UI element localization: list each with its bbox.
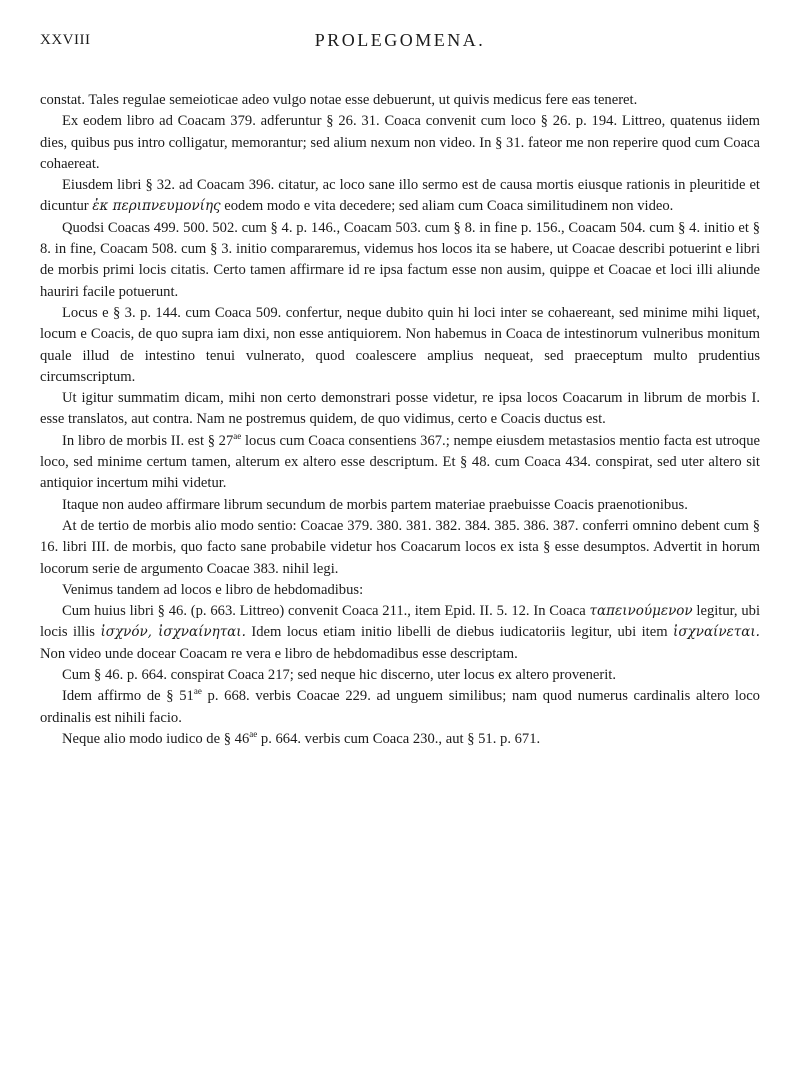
text-segment: p. 664. verbis cum Coaca 230., aut § 51. p. 671. (257, 730, 541, 747)
text-segment: p. 668. verbis Coacae 229. ad unguem similibus; nam quod numerus cardinalis altero loco ordinalis est nihili facio. (40, 688, 760, 726)
ordinal-superscript: ae (249, 728, 258, 739)
paragraph-2 (40, 175, 760, 218)
body-text (40, 90, 760, 750)
ordinal-superscript: ae (193, 686, 202, 697)
paragraph-7 (40, 495, 760, 516)
page-number: XXVIII (40, 32, 91, 48)
paragraph-6 (40, 431, 760, 495)
running-head (40, 30, 760, 54)
paragraph-9 (40, 580, 760, 601)
text-segment: Neque alio modo iudico de § 46 (62, 730, 250, 747)
text-segment: In libro de morbis II. est § 27 (62, 432, 234, 449)
paragraph-8 (40, 516, 760, 580)
paragraph-3 (40, 218, 760, 303)
text-segment: Locus e § 3. p. 144. cum Coaca 509. confertur, neque dubito quin hi loci inter se cohaereant, sed minime mihi liquet, locum e Coacis, de quo supra iam dixi, non esse antiquiorem. Non habemus in Coaca de intestinorum vulneribus monitum quale illud de intestino tenui vulnerato, quod coalescere amplius nequeat, sed praeceptum multo prudentius circumscriptum. (40, 304, 760, 385)
text-segment: Idem affirmo de § 51 (62, 688, 194, 705)
paragraph-10 (40, 601, 760, 665)
text-segment: Ut igitur summatim dicam, mihi non certo demonstrari posse videtur, re ipsa locos Coacarum in librum de morbis I. esse translatos, aut contra. Nam ne postremus quidem, de quo vidimus, certo e Coacis ductus est. (40, 390, 760, 428)
text-segment: legitur, ubi locis illis (40, 603, 761, 641)
text-segment: eodem modo e vita decedere; sed aliam cum Coaca similitudinem non video. (220, 198, 674, 215)
greek-term: ἐκ περιπνευμονίης (92, 198, 221, 215)
paragraph-0 (40, 90, 760, 111)
text-segment: Idem locus etiam initio libelli de diebus iudicatoriis legitur, ubi item (245, 624, 674, 641)
text-segment: Itaque non audeo affirmare librum secundum de morbis partem materiae praebuisse Coacis praenotionibus. (62, 496, 688, 513)
text-segment: Quodsi Coacas 499. 500. 502. cum § 4. p. 146., Coacam 503. cum § 8. in fine p. 156., Coacam 504. cum § 4. initio et § 8. in fine, Coacam 508. cum § 3. initio compararemus, videmus hos locos ita se habere, ut Coacae describi potuerint e libri de morbis primi locis citatis. Certo tamen affirmare id re ipsa factum esse non ausim, quippe et Coacae et loci illi aliunde hauriri facile potuerunt. (40, 219, 760, 300)
text-segment: Ex eodem libro ad Coacam 379. adferuntur § 26. 31. Coaca convenit cum loco § 26. p. 194. Littreo, quatenus iidem dies, quibus pus intro colligatur, memorantur; sed alium nexum non video. In § 31. fateor me non reperire quod cum Coaca cohaereat. (40, 113, 760, 172)
running-title: PROLEGOMENA. (314, 30, 486, 50)
ordinal-superscript: ae (233, 430, 242, 441)
paragraph-4 (40, 303, 760, 388)
paragraph-11 (40, 665, 760, 686)
greek-term: ἰσχνόν, ἰσχναίνηται. (100, 624, 246, 641)
greek-term: ταπεινούμενον (589, 603, 693, 620)
text-segment: Eiusdem libri § 32. ad Coacam 396. citatur, ac loco sane illo sermo est de causa mortis eiusque rationis in pleuritide et dicuntur (40, 177, 760, 215)
greek-term: ἰσχναίνεται. (673, 624, 760, 641)
paragraph-1 (40, 111, 760, 175)
paragraph-12 (40, 686, 760, 729)
text-segment: constat. Tales regulae semeioticae adeo vulgo notae esse debuerunt, ut quivis medicus fere eas teneret. (40, 92, 638, 108)
text-segment: Non video unde docear Coacam re vera e libro de hebdomadibus esse descriptam. (40, 645, 518, 662)
text-segment: Venimus tandem ad locos e libro de hebdomadibus: (62, 581, 364, 598)
text-segment: Cum huius libri § 46. (p. 663. Littreo) convenit Coaca 211., item Epid. II. 5. 12. In Coaca (62, 603, 590, 620)
text-segment: Cum § 46. p. 664. conspirat Coaca 217; sed neque hic discerno, uter locus ex altero provenerit. (62, 667, 617, 684)
paragraph-13 (40, 729, 760, 750)
text-segment: At de tertio de morbis alio modo sentio: Coacae 379. 380. 381. 382. 384. 385. 386. 387. conferri omnino debent cum § 16. libri III. de morbis, quo facto sane probabile videtur hos Coacarum locos ex ista § esse desumptos. Advertit in horum locorum serie de argumento Coacae 383. nihil legi. (40, 517, 760, 577)
paragraph-5 (40, 388, 760, 431)
text-segment: locus cum Coaca consentiens 367.; nempe eiusdem metastasios mentio facta est utroque loco, sed minime certum tamen, alterum ex altero esse descriptum. Et § 48. cum Coaca 434. conspirat, sed uter altero sit antiquior incertum mihi videtur. (40, 432, 761, 492)
